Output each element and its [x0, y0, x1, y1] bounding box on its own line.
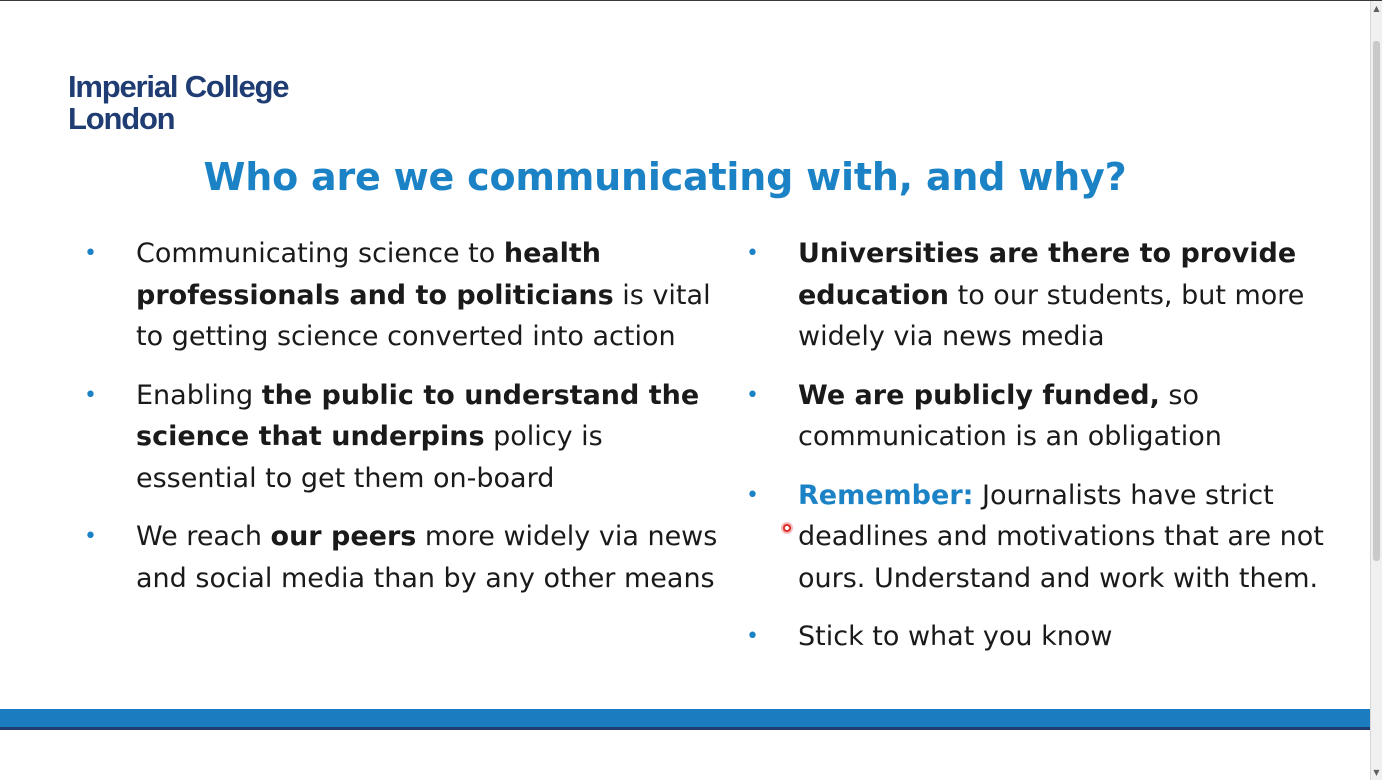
bullet-item — [742, 375, 1382, 458]
bullet-text-emphasis: Universities are there to provide education — [798, 238, 1297, 311]
bullet-text: Communicating science to — [136, 238, 504, 269]
bullet-dot-icon: • — [746, 382, 759, 408]
bullet-text: Enabling — [136, 379, 262, 411]
bullet-text: policy is essential to get them on-board — [136, 421, 603, 494]
footer-accent-bar — [0, 709, 1378, 727]
bullet-dot-icon: • — [84, 382, 97, 408]
bullet-item — [80, 375, 720, 500]
bullet-text: so communication is an obligation — [798, 379, 1222, 452]
bullet-dot-icon: • — [84, 524, 97, 549]
bullet-dot-icon: • — [84, 241, 97, 266]
footer-accent-line — [0, 727, 1378, 730]
bullet-text: We reach — [136, 521, 271, 552]
bullet-item — [80, 516, 720, 599]
bullet-item — [742, 475, 1382, 600]
bullet-text: Journalists have strict deadlines and motivations that are not ours. Understand and work with them. — [798, 479, 1324, 594]
bullet-dot-icon: • — [746, 241, 759, 266]
bullet-text: to our students, but more widely via news media — [798, 279, 1305, 352]
bullet-item — [742, 233, 1382, 358]
bullet-item — [80, 233, 720, 358]
logo-line-1: Imperial College — [68, 69, 289, 104]
right-bullet-list — [742, 233, 1382, 675]
bullet-item — [742, 616, 1382, 658]
scroll-up-arrow-icon[interactable]: ▲ — [1373, 4, 1380, 13]
bullet-text: Stick to what you know — [798, 621, 1113, 652]
bullet-text: is vital to getting science converted into action — [136, 279, 711, 352]
left-bullet-list — [80, 233, 720, 616]
bullet-text-emphasis: the public to understand the science that underpins — [136, 379, 700, 452]
bullet-dot-icon: • — [746, 482, 759, 508]
bullet-text-emphasis: health professionals and to politicians — [136, 238, 614, 311]
laser-pointer-icon — [781, 522, 793, 534]
scrollbar-thumb[interactable] — [1373, 41, 1380, 561]
bullet-text-emphasis: Remember: — [798, 479, 974, 511]
bullet-dot-icon: • — [746, 624, 759, 649]
slide-title: Who are we communicating with, and why? — [203, 155, 1127, 199]
scroll-down-arrow-icon[interactable]: ▼ — [1373, 768, 1380, 777]
imperial-college-logo — [68, 71, 288, 135]
bullet-text: more widely via news and social media than by any other means — [136, 521, 718, 594]
vertical-scrollbar[interactable] — [1370, 1, 1382, 780]
bullet-text-emphasis: our peers — [270, 521, 417, 552]
logo-line-2: London — [68, 101, 175, 136]
bullet-text-emphasis: We are publicly funded, — [798, 379, 1160, 411]
